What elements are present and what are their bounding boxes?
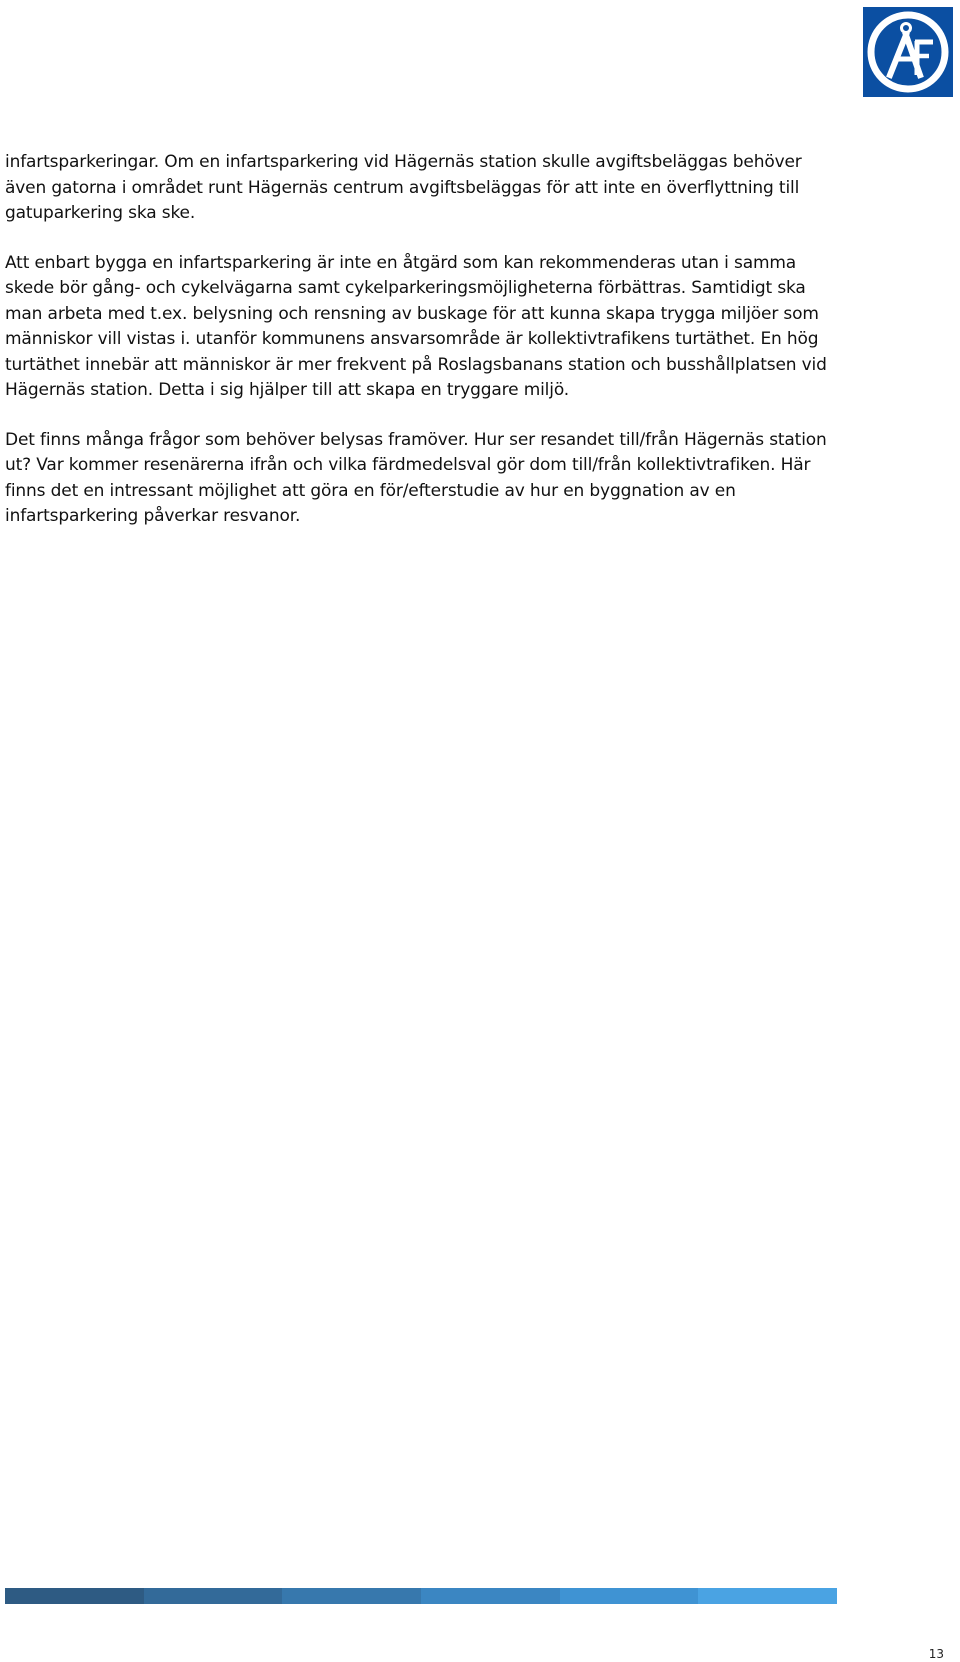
- footer-bar-segment: [282, 1588, 421, 1604]
- paragraph-2: Att enbart bygga en infartsparkering är inte en åtgärd som kan rekommenderas utan i samma skede bör gång- och cykelvägarna samt cykelparkeringsmöjligheterna förbättras. Samtidigt ska man arbeta med t.ex. belysning och rensning av buskage för att kunna skapa trygga miljöer som människor vill vistas i. utanför kommunens ansvarsområde är kollektivtrafikens turtäthet. En hög turtäthet innebär att människor är mer frekvent på Roslagsbanans station och busshållplatsen vid Hägernäs station. Detta i sig hjälper till att skapa en tryggare miljö.: [5, 252, 827, 400]
- paragraph-3: Det finns många frågor som behöver belysas framöver. Hur ser resandet till/från Hägernäs station ut? Var kommer resenärerna ifrån och vilka färdmedelsval gör dom till/från kollektivtrafiken. Här finns det en intressant möjlighet att göra en för/efterstudie av hur en byggnation av en infartsparkering påverkar resvanor.: [5, 429, 827, 526]
- footer-bar-segment: [698, 1588, 837, 1604]
- page-number: 13: [928, 1647, 944, 1661]
- footer-bar-segment: [144, 1588, 283, 1604]
- footer-color-bar: [5, 1588, 837, 1604]
- af-logo-icon: [863, 7, 953, 97]
- document-body: [5, 150, 835, 554]
- footer-bar-segment: [5, 1588, 144, 1604]
- footer-bar-segment: [421, 1588, 560, 1604]
- footer-bar-segment: [560, 1588, 699, 1604]
- paragraph-1: infartsparkeringar. Om en infartsparkering vid Hägernäs station skulle avgiftsbeläggas behöver även gatorna i området runt Hägernäs centrum avgiftsbeläggas för att inte en överflyttning till gatuparkering ska ske.: [5, 152, 802, 223]
